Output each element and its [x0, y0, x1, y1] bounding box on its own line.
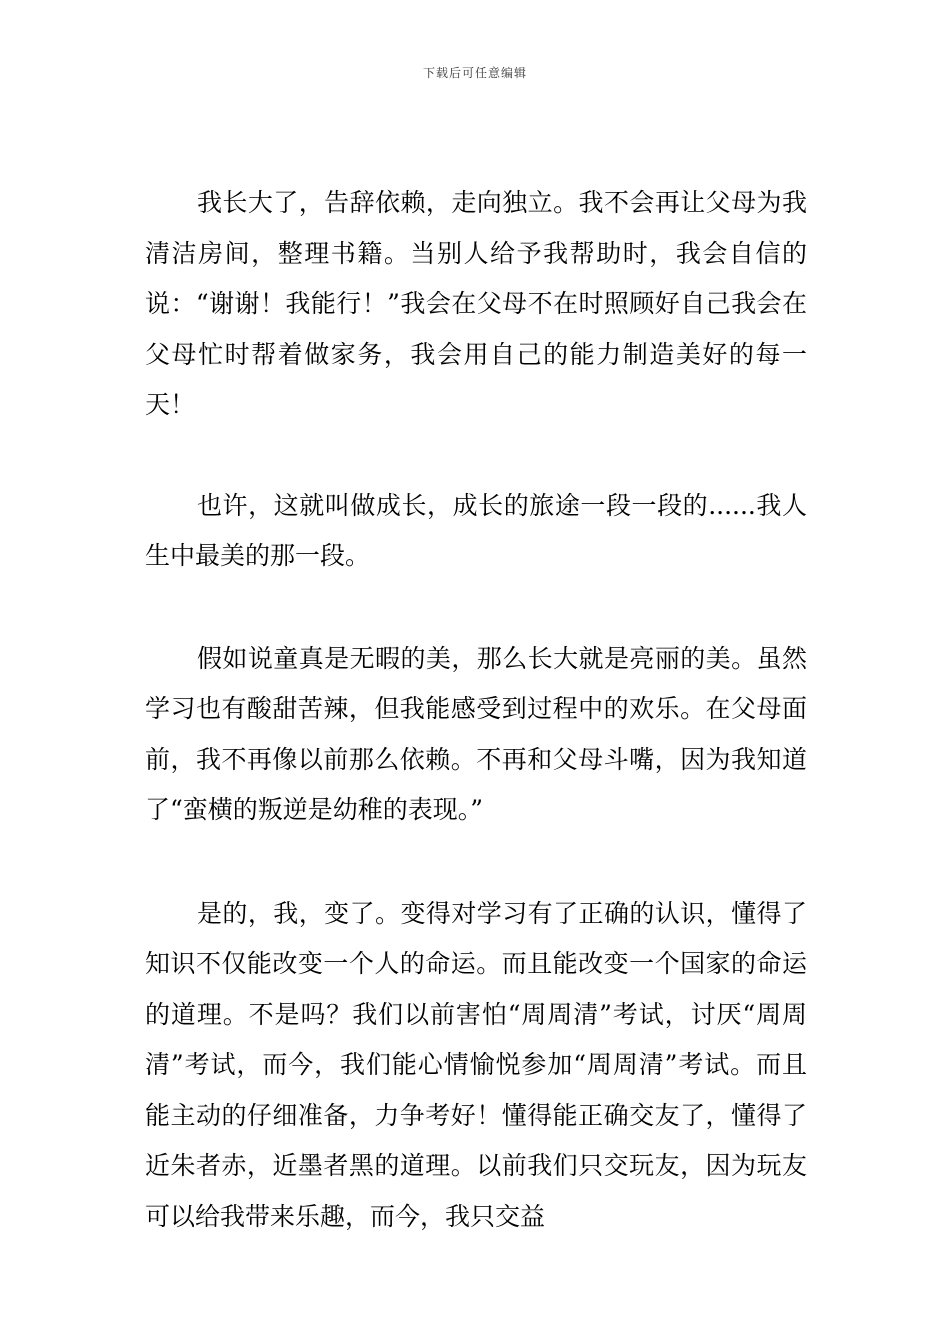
paragraph: 也许，这就叫做成长，成长的旅途一段一段的......我人生中最美的那一段。 [145, 490, 807, 570]
paragraph: 我长大了，告辞依赖，走向独立。我不会再让父母为我清洁房间，整理书籍。当别人给予我帮助时，我会自信的说：“谢谢！我能行！”我会在父母不在时照顾好自己我会在父母忙时帮着做家务，我会用自己的能力制造美好的每一天！ [145, 188, 807, 419]
paragraph: 是的，我，变了。变得对学习有了正确的认识，懂得了知识不仅能改变一个人的命运。而且能改变一个国家的命运的道理。不是吗？我们以前害怕“周周清”考试，讨厌“周周清”考试，而今，我们能心情愉悦参加“周周清”考试。而且能主动的仔细准备，力争考好！懂得能正确交友了，懂得了近朱者赤，近墨者黑的道理。以前我们只交玩友，因为玩友可以给我带来乐趣，而今，我只交益 [145, 898, 807, 1231]
document-body [145, 178, 807, 1293]
paragraph: 假如说童真是无暇的美，那么长大就是亮丽的美。虽然学习也有酸甜苦辣，但我能感受到过程中的欢乐。在父母面前，我不再像以前那么依赖。不再和父母斗嘴，因为我知道了“蛮横的叛逆是幼稚的表现。” [145, 643, 807, 824]
page-header: 下载后可任意编辑 [422, 66, 527, 80]
